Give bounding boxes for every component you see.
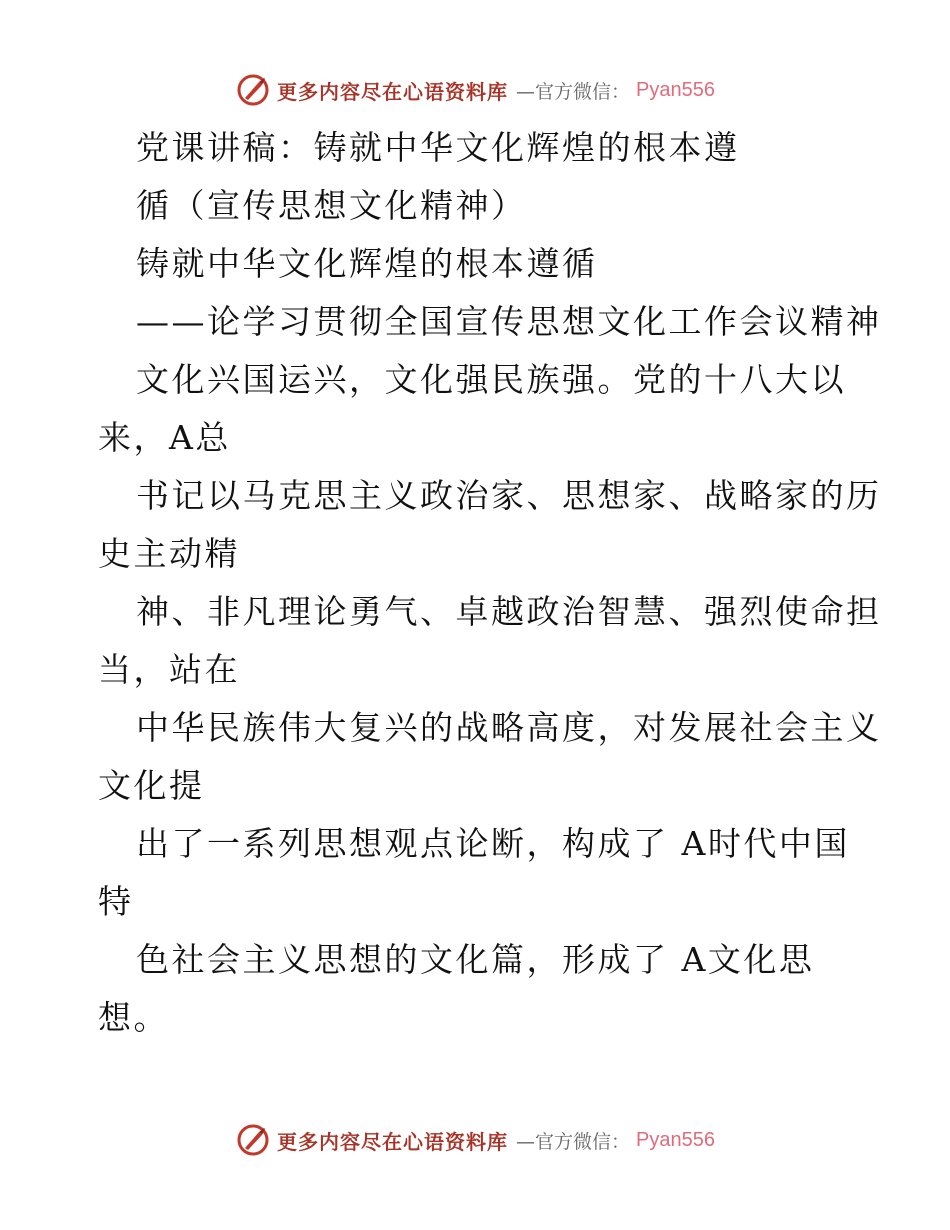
paragraph-line: 当，站在 [98,650,240,689]
paragraph-line: 想。 [98,998,169,1037]
paragraph-line: 色社会主义思想的文化篇，形成了 A文化思 [136,940,815,979]
doc-title-line-2: 循（宣传思想文化精神） [136,186,527,225]
paragraph-line: 出了一系列思想观点论断，构成了 A时代中国 [136,824,850,863]
paragraph-line: 文化兴国运兴，文化强民族强。党的十八大以 [136,360,846,399]
page-header-watermark [0,70,950,110]
doc-subheading: ——论学习贯彻全国宣传思想文化工作会议精神 [136,302,882,341]
doc-title-line-1: 党课讲稿：铸就中华文化辉煌的根本遵 [136,128,740,167]
brand-wechat-handle: Pyan556 [636,78,715,101]
brand-banner [235,1122,715,1158]
brand-separator-text: —官方微信： [516,1130,631,1153]
paragraph-line: 来，A总 [98,418,231,457]
paragraph-line: 书记以马克思主义政治家、思想家、战略家的历 [136,476,882,515]
paragraph-line: 特 [98,882,134,921]
paragraph-line: 文化提 [98,766,205,805]
brand-site-text: 更多内容尽在心语资料库 [277,1129,508,1154]
quill-pen-logo-icon [235,1122,271,1158]
page-footer-watermark [0,1120,950,1160]
brand-wechat-handle: Pyan556 [636,1128,715,1151]
brand-banner [235,72,715,108]
brand-site-text: 更多内容尽在心语资料库 [277,79,508,104]
paragraph-line: 史主动精 [98,534,240,573]
doc-heading: 铸就中华文化辉煌的根本遵循 [136,244,598,283]
brand-separator-text: —官方微信： [516,80,631,103]
paragraph-line: 神、非凡理论勇气、卓越政治智慧、强烈使命担 [136,592,882,631]
quill-pen-logo-icon [235,72,271,108]
paragraph-line: 中华民族伟大复兴的战略高度，对发展社会主义 [136,708,882,747]
